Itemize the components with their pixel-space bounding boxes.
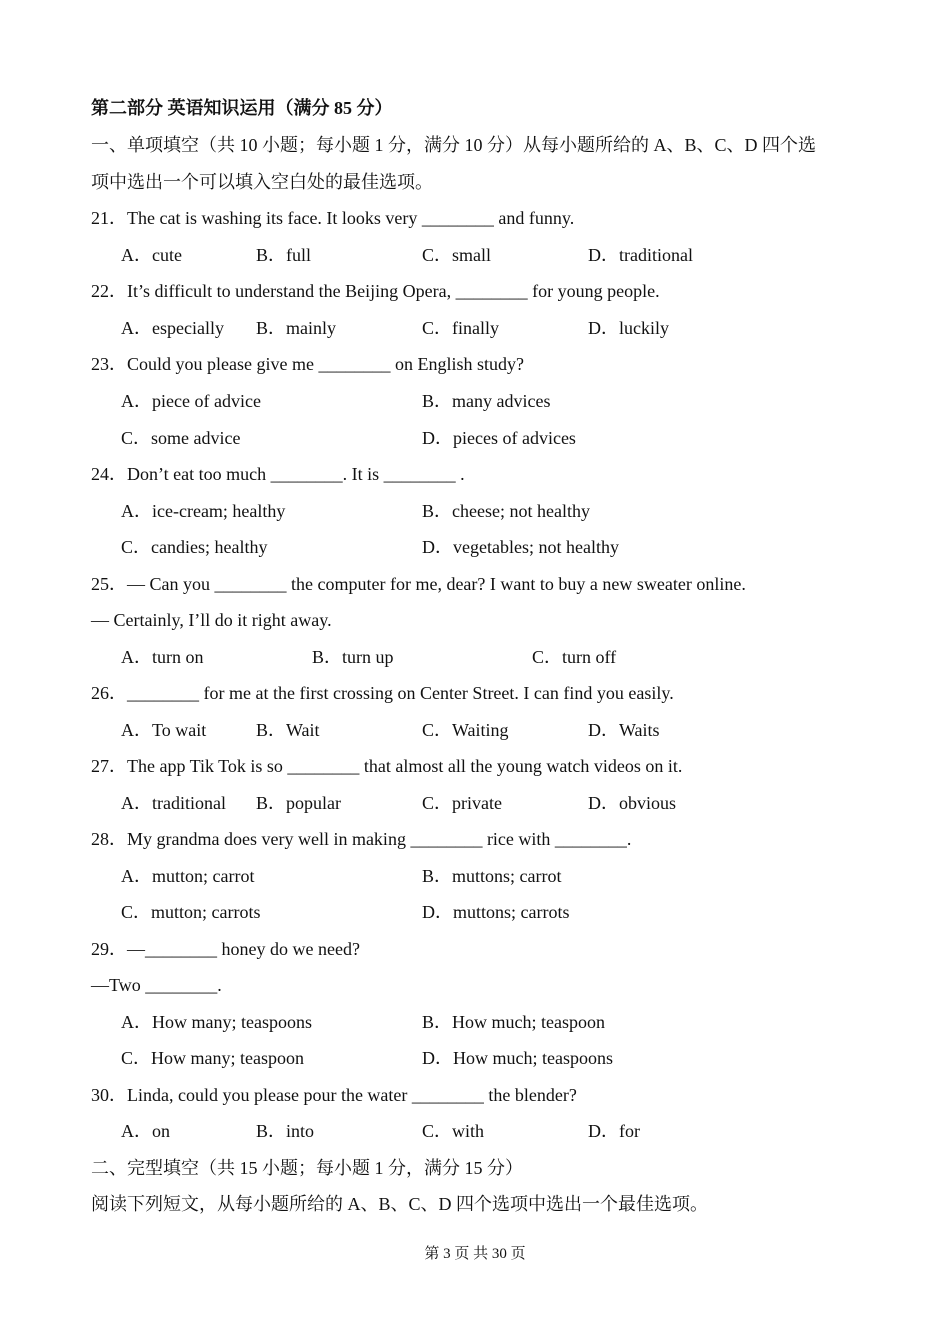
question-25-option-a: A．turn on [121, 647, 204, 667]
question-25-option-c: C．turn off [532, 647, 617, 667]
section1-instruction-line2: 项中选出一个可以填入空白处的最佳选项。 [91, 172, 433, 192]
question-26-option-a: A．To wait [121, 720, 207, 740]
question-21-option-b: B．full [256, 245, 312, 265]
question-27-option-b: B．popular [256, 793, 341, 813]
question-30-stem: 30．Linda, could you please pour the water ________ the blender? [91, 1085, 577, 1105]
question-30-option-d: D．for [588, 1121, 640, 1141]
question-28-option-c: C．mutton; carrots [121, 902, 261, 922]
question-28-option-d: D．muttons; carrots [422, 902, 570, 922]
part-title: 第二部分 英语知识运用（满分 85 分） [91, 98, 393, 118]
question-23-option-a: A．piece of advice [121, 391, 261, 411]
question-26-option-c: C．Waiting [422, 720, 509, 740]
question-22-option-a: A．especially [121, 318, 224, 338]
page-footer: 第 3 页 共 30 页 [424, 1246, 526, 1262]
question-30-option-a: A．on [121, 1121, 170, 1141]
question-26-option-d: D．Waits [588, 720, 660, 740]
question-29-option-c: C．How many; teaspoon [121, 1048, 304, 1068]
question-26-stem: 26．________ for me at the first crossing on Center Street. I can find you easily. [91, 683, 674, 703]
question-27-option-d: D．obvious [588, 793, 677, 813]
section1-instruction-line1: 一、单项填空（共 10 小题；每小题 1 分，满分 10 分）从每小题所给的 A、B、C、D 四个选 [91, 135, 817, 155]
question-28-stem: 28．My grandma does very well in making ________ rice with ________. [91, 829, 632, 849]
question-27-option-a: A．traditional [121, 793, 226, 813]
question-29-reply: —Two ________. [91, 975, 222, 995]
question-21-option-d: D．traditional [588, 245, 693, 265]
question-29-stem: 29．—________ honey do we need? [91, 939, 360, 959]
question-24-option-d: D．vegetables; not healthy [422, 537, 619, 557]
question-30-option-b: B．into [256, 1121, 315, 1141]
question-26-option-b: B．Wait [256, 720, 320, 740]
section2-instruction: 阅读下列短文，从每小题所给的 A、B、C、D 四个选项中选出一个最佳选项。 [91, 1194, 709, 1214]
question-29-option-b: B．How much; teaspoon [422, 1012, 605, 1032]
question-22-option-c: C．finally [422, 318, 499, 338]
question-30-option-c: C．with [422, 1121, 485, 1141]
question-23-stem: 23．Could you please give me ________ on English study? [91, 354, 524, 374]
question-23-option-c: C．some advice [121, 428, 241, 448]
question-24-option-a: A．ice-cream; healthy [121, 501, 286, 521]
question-23-option-b: B．many advices [422, 391, 551, 411]
question-27-option-c: C．private [422, 793, 502, 813]
question-29-option-a: A．How many; teaspoons [121, 1012, 312, 1032]
section2-title: 二、完型填空（共 15 小题；每小题 1 分，满分 15 分） [91, 1158, 523, 1178]
question-21-option-c: C．small [422, 245, 492, 265]
question-22-option-b: B．mainly [256, 318, 336, 338]
question-27-stem: 27．The app Tik Tok is so ________ that almost all the young watch videos on it. [91, 756, 683, 776]
question-24-option-b: B．cheese; not healthy [422, 501, 590, 521]
question-23-option-d: D．pieces of advices [422, 428, 576, 448]
question-21-option-a: A．cute [121, 245, 182, 265]
question-25-reply: — Certainly, I’ll do it right away. [91, 610, 332, 630]
question-21-stem: 21．The cat is washing its face. It looks very ________ and funny. [91, 208, 575, 228]
question-28-option-b: B．muttons; carrot [422, 866, 562, 886]
question-22-stem: 22．It’s difficult to understand the Beijing Opera, ________ for young people. [91, 281, 660, 301]
question-24-option-c: C．candies; healthy [121, 537, 268, 557]
question-29-option-d: D．How much; teaspoons [422, 1048, 613, 1068]
question-28-option-a: A．mutton; carrot [121, 866, 255, 886]
question-25-stem: 25．— Can you ________ the computer for me, dear? I want to buy a new sweater online. [91, 574, 746, 594]
question-25-option-b: B．turn up [312, 647, 394, 667]
question-22-option-d: D．luckily [588, 318, 669, 338]
question-24-stem: 24．Don’t eat too much ________. It is ________ . [91, 464, 465, 484]
